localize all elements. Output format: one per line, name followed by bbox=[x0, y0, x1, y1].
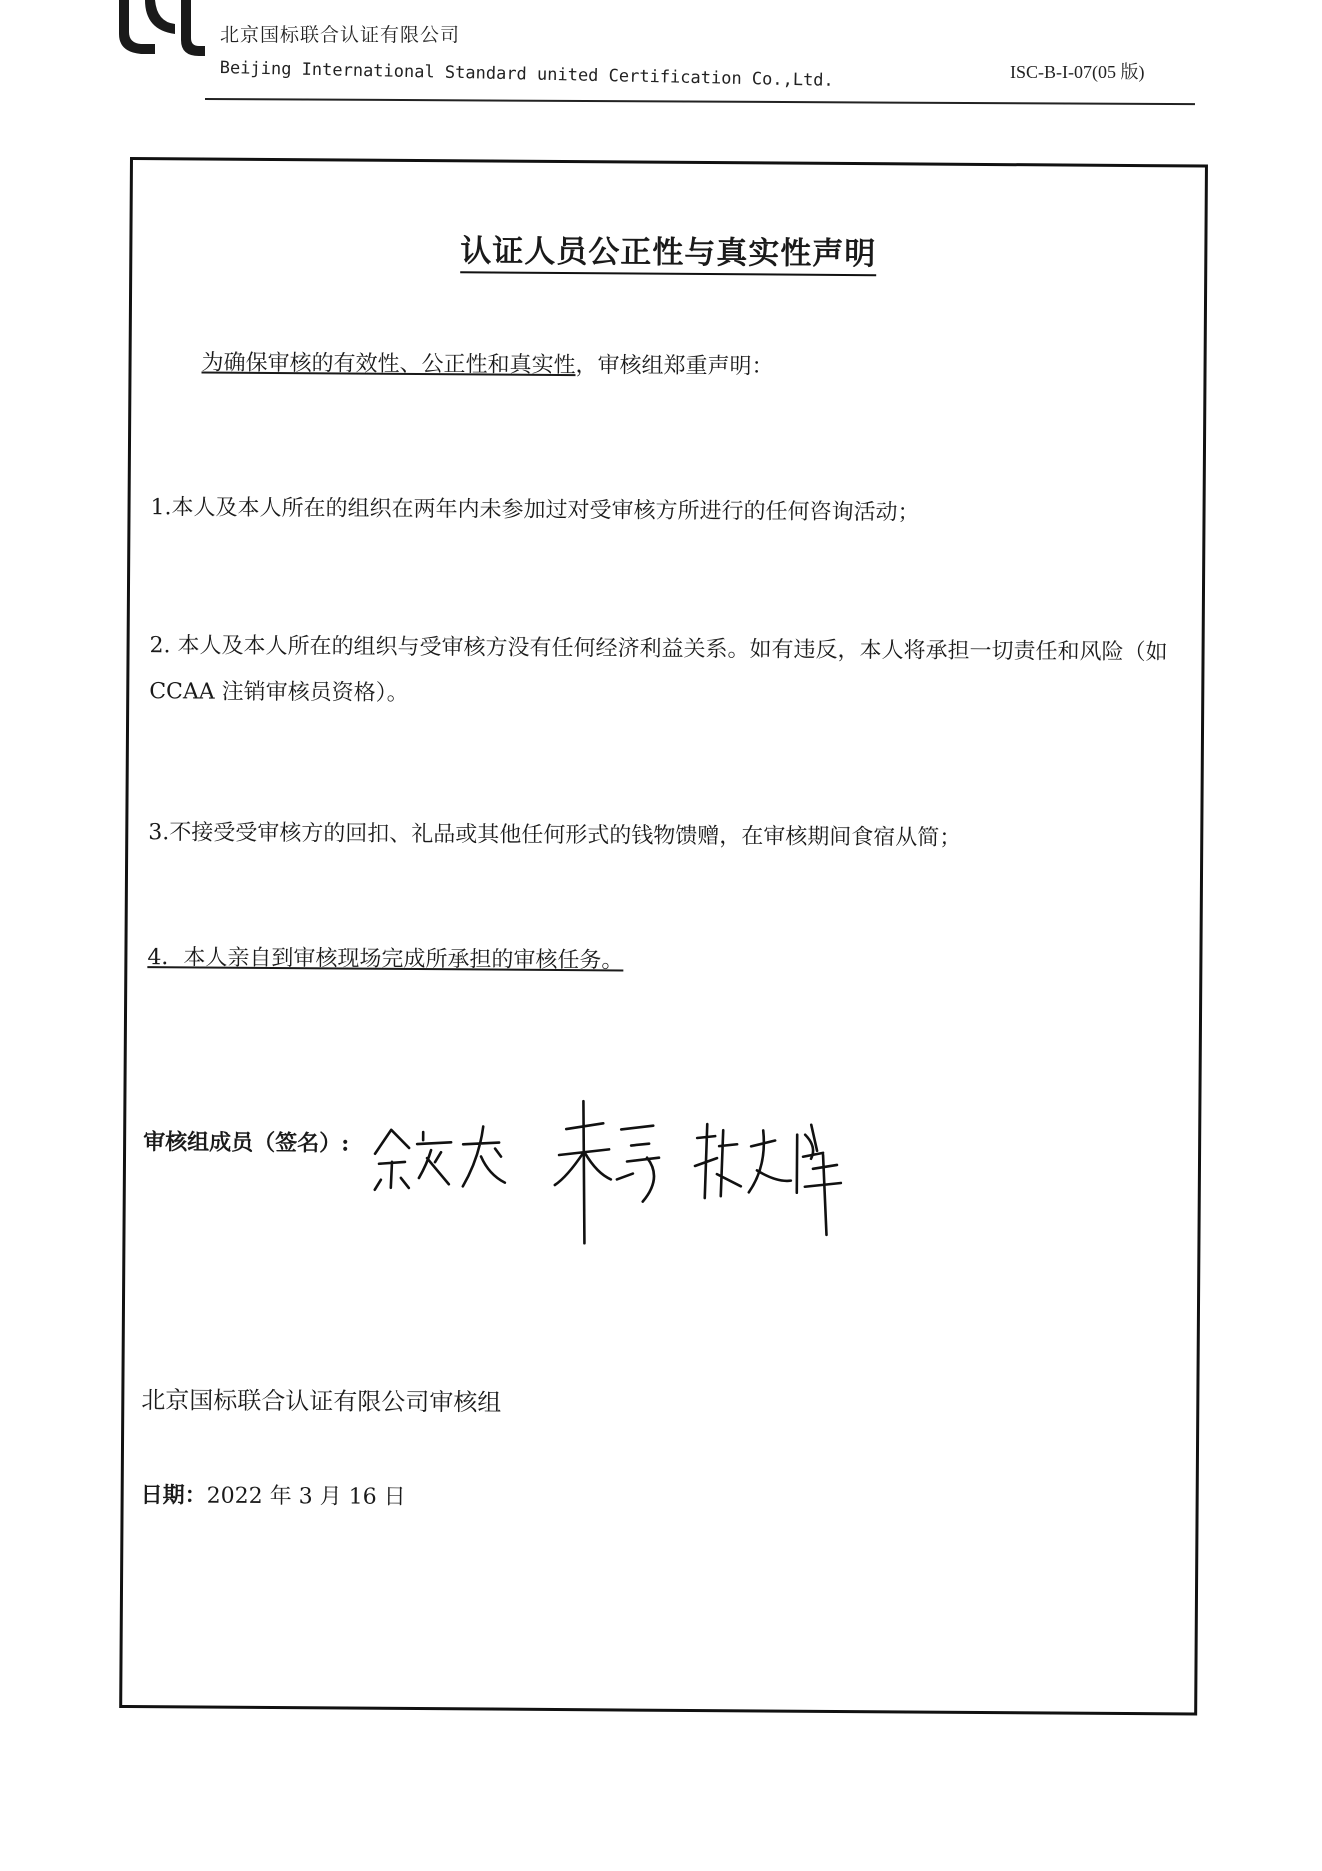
intro-underlined-text: 为确保审核的有效性、公正性和真实性 bbox=[201, 350, 576, 379]
intro-rest-text: ，审核组郑重声明： bbox=[575, 353, 774, 380]
document-code: ISC-B-I-07(05 版) bbox=[1010, 62, 1145, 82]
date-value: 2022 年 3 月 16 日 bbox=[206, 1483, 406, 1510]
declaration-item-2: 2. 本人及本人所在的组织与受审核方没有任何经济利益关系。如有违反，本人将承担一切责任和风险（如 CCAA 注销审核员资格）。 bbox=[149, 633, 1168, 706]
date-label: 日期： bbox=[140, 1482, 207, 1509]
company-name-en: Beijing International Standard united Certification Co.,Ltd. bbox=[219, 58, 834, 91]
declaration-item-4: 4．本人亲自到审核现场完成所承担的审核任务。 bbox=[147, 945, 624, 974]
date-line bbox=[141, 1478, 406, 1511]
signature-2 bbox=[554, 1101, 659, 1244]
signature-3 bbox=[694, 1124, 841, 1235]
intro-paragraph bbox=[201, 341, 773, 391]
company-name-cn: 北京国标联合认证有限公司 bbox=[220, 24, 461, 46]
declaration-item-3: 3.不接受受审核方的回扣、礼品或其他任何形式的钱物馈赠，在审核期间食宿从简； bbox=[148, 820, 962, 851]
declaration-frame bbox=[119, 157, 1208, 1715]
company-logo bbox=[115, 0, 207, 60]
handwritten-signatures bbox=[370, 1092, 871, 1270]
audit-team-name: 北京国标联合认证有限公司审核组 bbox=[141, 1386, 502, 1417]
header-divider bbox=[205, 98, 1195, 105]
document-title: 认证人员公正性与真实性声明 bbox=[132, 223, 1204, 275]
declaration-item-1: 1.本人及本人所在的组织在两年内未参加过对受审核方所进行的任何咨询活动； bbox=[150, 495, 920, 526]
signature-label: 审核组成员（签名）: bbox=[143, 1129, 350, 1157]
signature-1 bbox=[375, 1126, 505, 1191]
